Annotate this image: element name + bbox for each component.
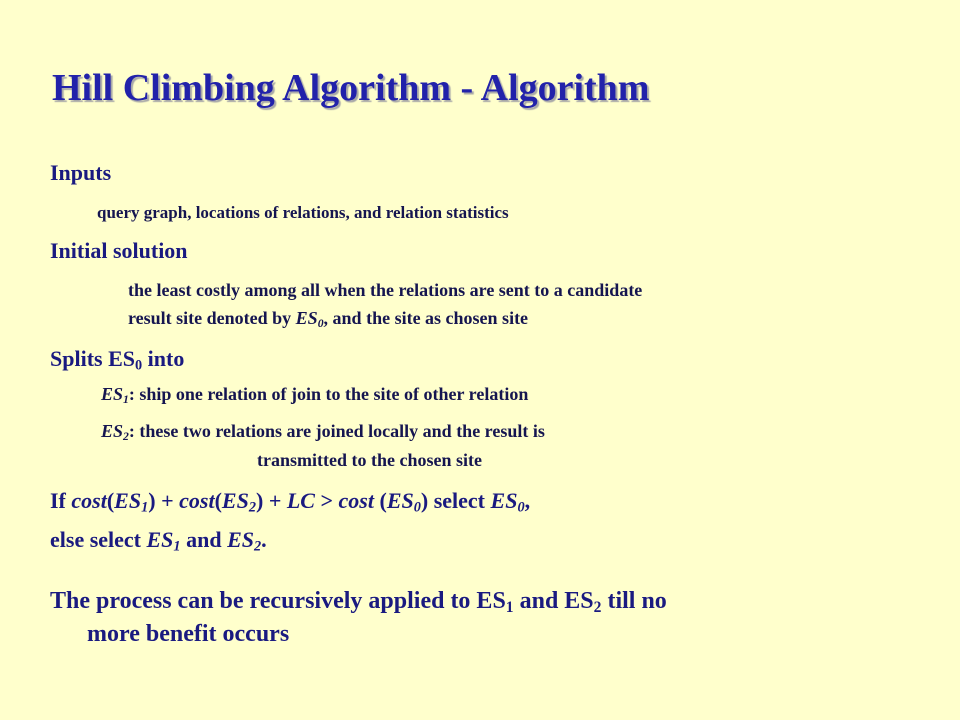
- es1-symbol: $ES_1$: [101, 384, 129, 406]
- initial-detail-text-b: , and the site as chosen site: [323, 308, 529, 328]
- initial-solution-heading: Initial solution: [50, 238, 188, 263]
- split-item-es2: $ES_2$: these two relations are joined locally and the result is: [101, 421, 545, 443]
- slide-title: Hill Climbing Algorithm - Algorithm: [52, 67, 650, 109]
- es0-symbol: $ES_0$: [295, 308, 324, 330]
- condition-line: If $\cos t(ES_1) + \cos t(ES_2)$ + LC > cost $(ES_0)$ select $ES_0$,: [50, 488, 531, 516]
- process-line1: The process can be recursively applied to $ES_1$ and $ES_2$ till no: [50, 588, 667, 616]
- split-item-es1: $ES_1$: ship one relation of join to the site of other relation: [101, 384, 529, 406]
- initial-solution-detail-line1: the least costly among all when the relations are sent to a candidate: [128, 280, 643, 300]
- initial-solution-detail-line2: [128, 308, 528, 329]
- process-line2: more benefit occurs: [87, 621, 290, 647]
- inputs-heading: Inputs: [50, 160, 112, 185]
- inputs-detail: query graph, locations of relations, and relation statistics: [97, 203, 509, 222]
- split-item-es2-continuation: transmitted to the chosen site: [257, 450, 482, 470]
- initial-detail-text-a: result site denoted by: [128, 308, 296, 328]
- else-line: else select $ES_1$ and $ES_2$.: [50, 527, 267, 555]
- splits-heading: Splits $ES_0$ into: [50, 346, 185, 374]
- es2-symbol: $ES_2$: [101, 421, 129, 443]
